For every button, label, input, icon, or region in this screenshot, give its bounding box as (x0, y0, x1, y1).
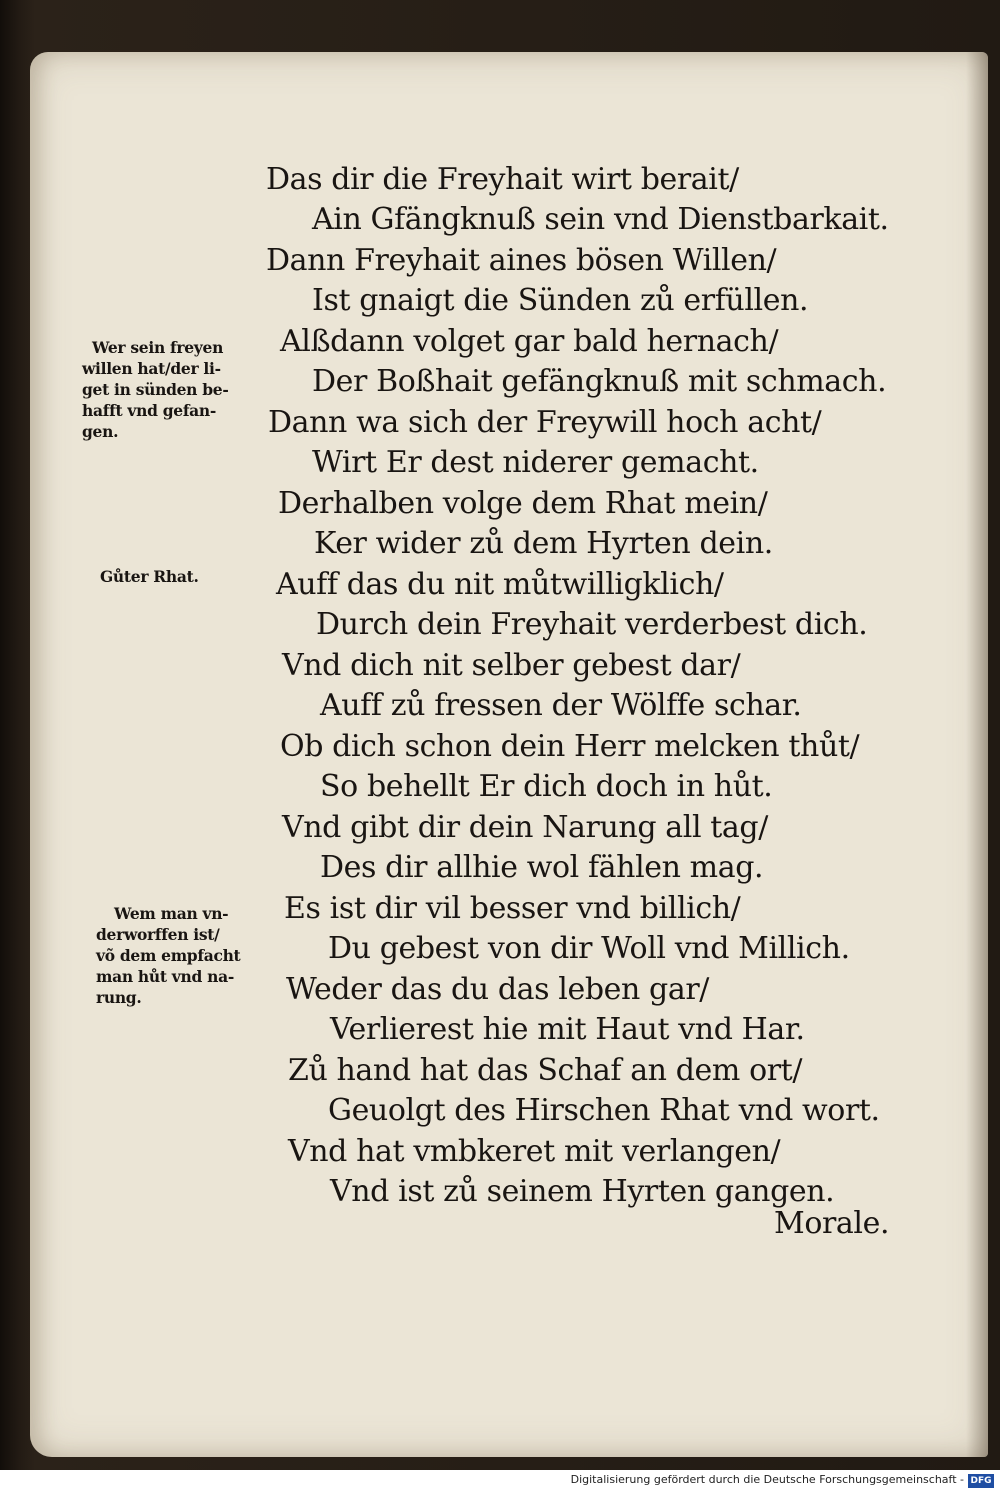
verse-line: Es ist dir vil besser vnd billich/ (284, 891, 741, 926)
page-gutter-shadow (966, 52, 988, 1457)
marginal-gloss-line: Wem man vn- (114, 904, 229, 923)
verse-line: Zů hand hat das Schaf an dem ort/ (288, 1053, 803, 1088)
marginal-gloss-line: get in sünden be- (82, 380, 229, 399)
verse-line: Vnd dich nit selber gebest dar/ (282, 648, 741, 683)
verse-line: Ain Gfängknuß sein vnd Dienstbarkait. (312, 202, 889, 237)
verse-line: Ist gnaigt die Sünden zů erfüllen. (312, 283, 809, 318)
verse-line: Ker wider zů dem Hyrten dein. (314, 526, 773, 561)
marginal-gloss-line: võ dem empfacht (96, 946, 241, 965)
verse-line: Durch dein Freyhait verderbest dich. (316, 607, 868, 642)
verse-line: Wirt Er dest niderer gemacht. (312, 445, 759, 480)
verse-line: Der Boßhait gefängknuß mit schmach. (312, 364, 887, 399)
verse-line: Auff das du nit můtwilligklich/ (276, 567, 724, 602)
verse-line: Weder das du das leben gar/ (286, 972, 709, 1007)
footer-credit: Digitalisierung gefördert durch die Deutsche Forschungsgemeinschaft - (570, 1473, 964, 1486)
verse-line: Dann Freyhait aines bösen Willen/ (266, 243, 777, 278)
marginal-gloss-line: man hůt vnd na- (96, 967, 234, 986)
marginal-gloss-line: rung. (96, 988, 142, 1007)
marginal-gloss-line: hafft vnd gefan- (82, 401, 217, 420)
catchword: Morale. (774, 1206, 890, 1241)
verse-line: Vnd gibt dir dein Narung all tag/ (282, 810, 768, 845)
dfg-logo-icon: DFG (968, 1474, 994, 1488)
verse-line: Verlierest hie mit Haut vnd Har. (330, 1012, 805, 1047)
verse-line: Des dir allhie wol fählen mag. (320, 850, 764, 885)
verse-line: Das dir die Freyhait wirt berait/ (266, 162, 739, 197)
marginal-gloss-line: gen. (82, 422, 119, 441)
marginal-gloss-line: derworffen ist/ (96, 925, 220, 944)
marginal-gloss-line: Wer sein freyen (92, 338, 224, 357)
footer-bar (0, 1470, 1000, 1492)
book-page (30, 52, 988, 1457)
verse-line: Ob dich schon dein Herr melcken thůt/ (280, 729, 860, 764)
verse-line: Vnd hat vmbkeret mit verlangen/ (288, 1134, 781, 1169)
verse-line: Vnd ist zů seinem Hyrten gangen. (330, 1174, 835, 1209)
verse-line: Alßdann volget gar bald hernach/ (280, 324, 779, 359)
verse-line: So behellt Er dich doch in hůt. (320, 769, 773, 804)
verse-line: Geuolgt des Hirschen Rhat vnd wort. (328, 1093, 880, 1128)
marginal-gloss-line: Gůter Rhat. (100, 567, 199, 586)
verse-line: Derhalben volge dem Rhat mein/ (278, 486, 768, 521)
verse-line: Auff zů fressen der Wölffe schar. (320, 688, 802, 723)
marginal-gloss-line: willen hat/der li- (82, 359, 221, 378)
verse-line: Du gebest von dir Woll vnd Millich. (328, 931, 850, 966)
verse-line: Dann wa sich der Freywill hoch acht/ (268, 405, 822, 440)
